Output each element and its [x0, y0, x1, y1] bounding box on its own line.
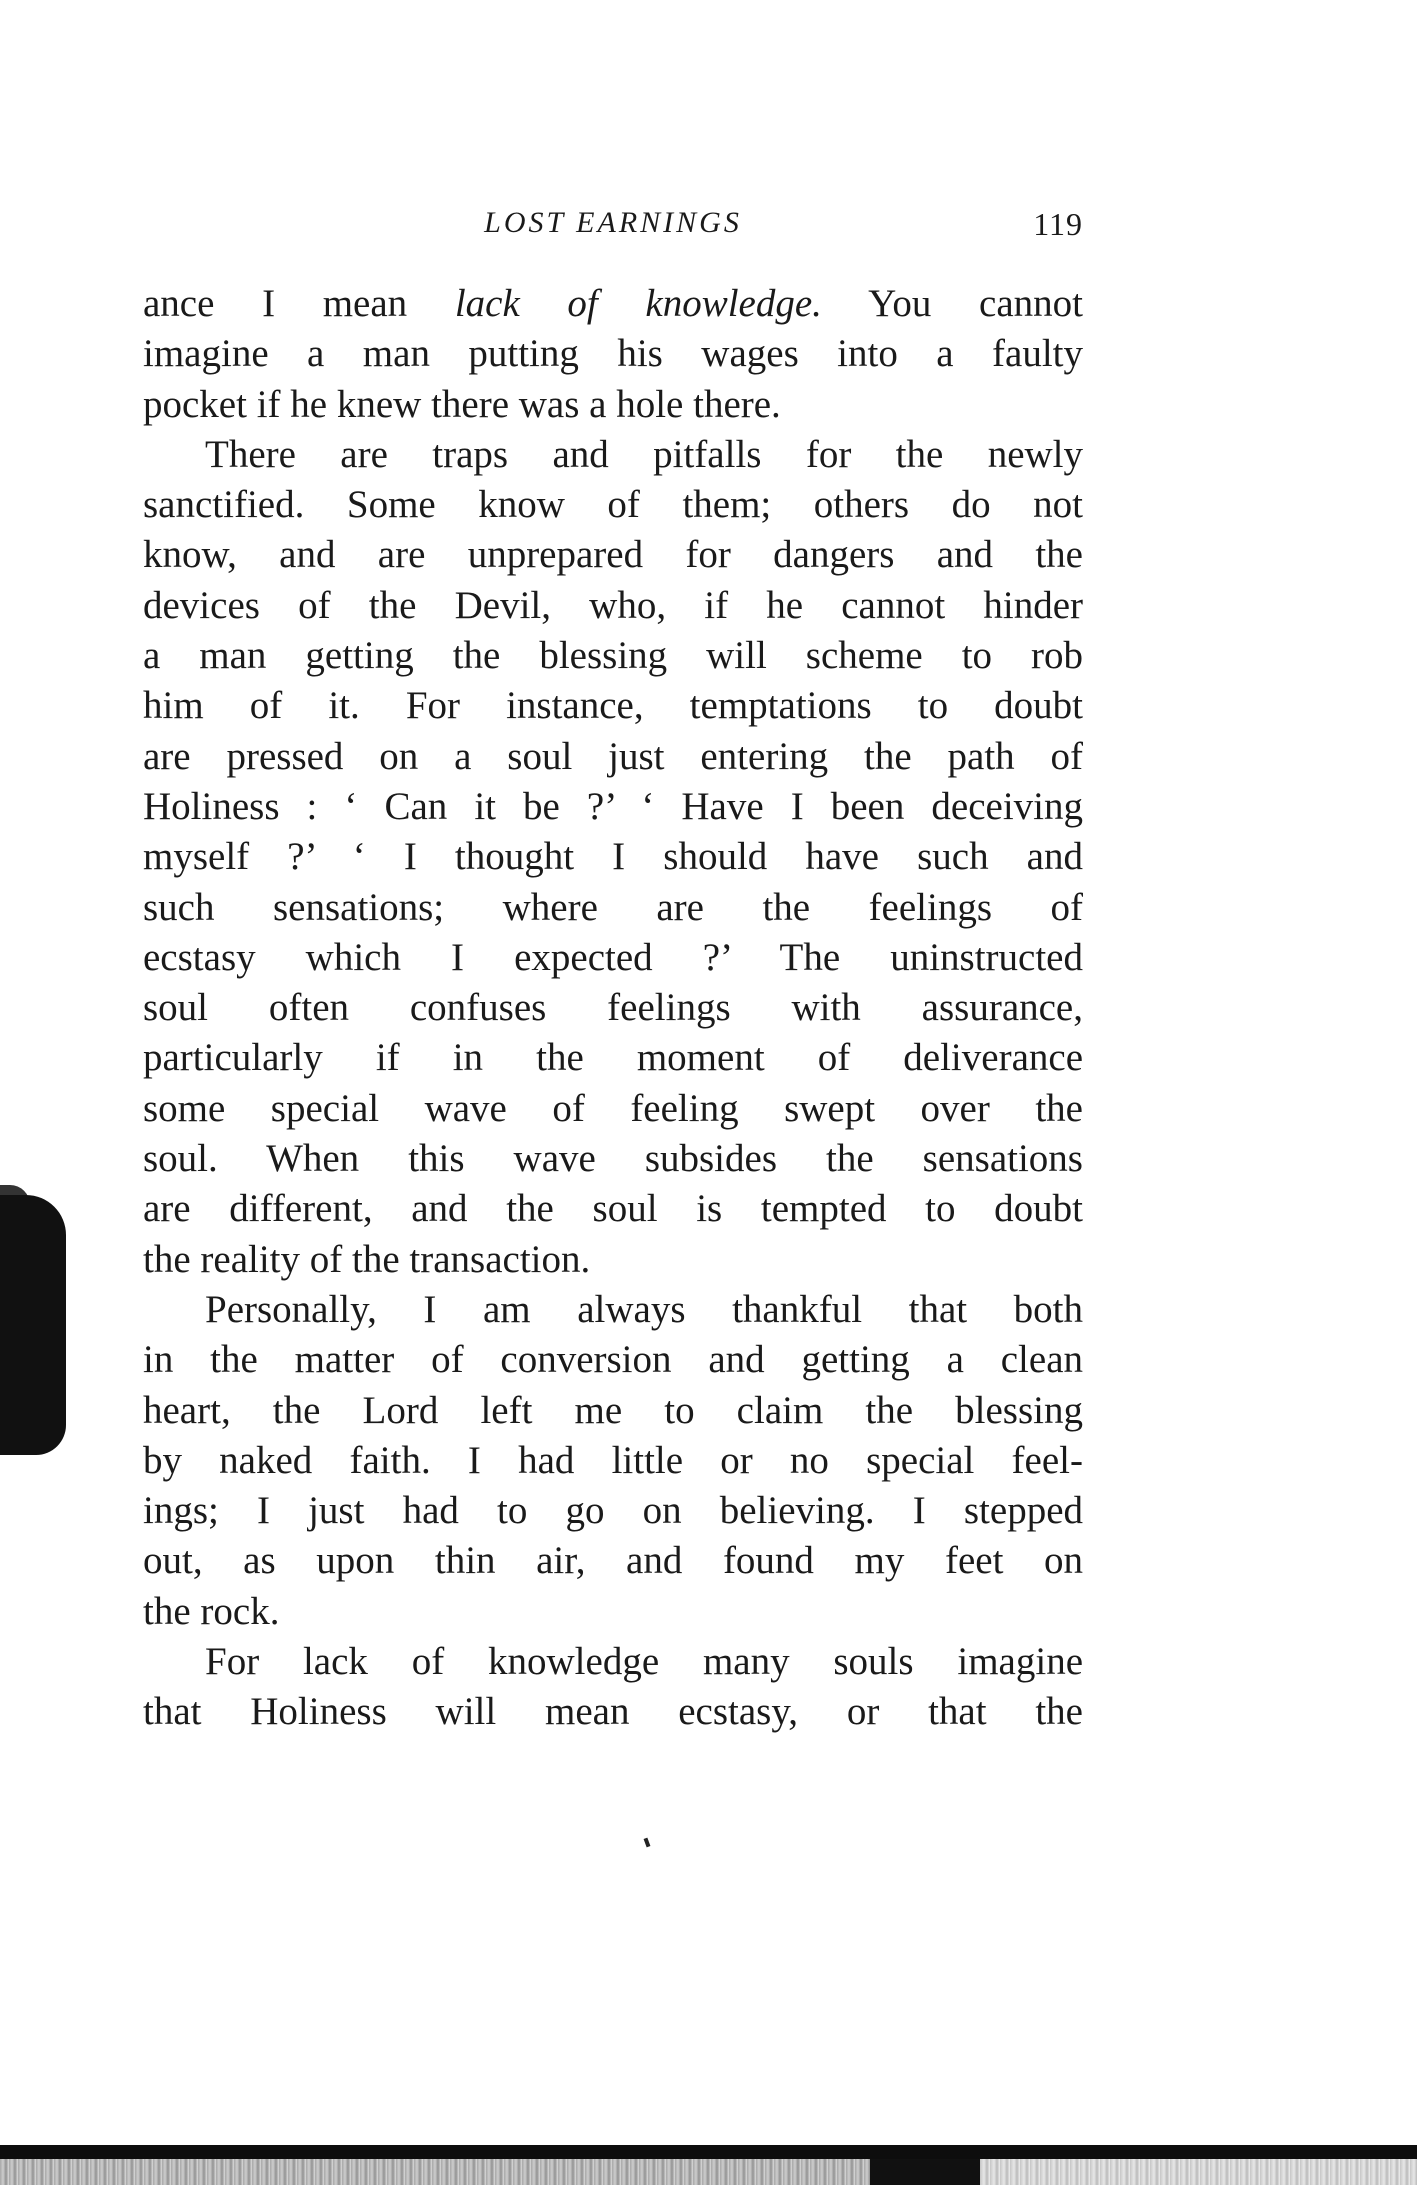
- text-run: myself ?’ ‘ I thought I should have such and: [143, 835, 1083, 879]
- text-line: [143, 782, 1083, 832]
- text-run: You cannot: [821, 282, 1083, 325]
- text-run: pocket if he knew there was a hole there.: [143, 382, 781, 426]
- text-run: ings; I just had to go on believing. I stepped: [143, 1489, 1083, 1533]
- text-run: imagine a man putting his wages into a faulty: [143, 332, 1083, 376]
- text-run: by naked faith. I had little or no special feel-: [143, 1438, 1083, 1482]
- text-run: out, as upon thin air, and found my feet on: [143, 1539, 1083, 1583]
- text-line: [143, 832, 1083, 882]
- paragraph: [143, 1637, 1083, 1738]
- text-line: [143, 1084, 1083, 1134]
- page-number: 119: [1033, 206, 1083, 242]
- text-run: a man getting the blessing will scheme to rob: [143, 634, 1083, 678]
- text-line: [143, 1637, 1083, 1687]
- text-line: [143, 1536, 1083, 1586]
- text-run: soul. When this wave subsides the sensations: [143, 1137, 1083, 1181]
- scan-artifact: [644, 1838, 651, 1848]
- scan-edge: [0, 2159, 870, 2185]
- text-run: particularly if in the moment of deliverance: [143, 1036, 1083, 1080]
- text-line: [143, 983, 1083, 1033]
- text-line: [143, 681, 1083, 731]
- text-line: [143, 1436, 1083, 1486]
- text-line: [143, 380, 1083, 430]
- text-line: [143, 1235, 1083, 1285]
- body-text: [143, 279, 1083, 1738]
- text-run: are different, and the soul is tempted to doubt: [143, 1187, 1083, 1231]
- text-run: Personally, I am always thankful that both: [205, 1287, 1083, 1331]
- text-line: [143, 1386, 1083, 1436]
- text-line: [143, 581, 1083, 631]
- text-line: [143, 1184, 1083, 1234]
- scan-edge: [980, 2159, 1417, 2185]
- paragraph: [143, 279, 1083, 430]
- text-run: the reality of the transaction.: [143, 1237, 591, 1281]
- text-run: ecstasy which I expected ?’ The uninstructed: [143, 935, 1083, 979]
- scan-edge: [0, 2145, 1417, 2159]
- text-line: [143, 933, 1083, 983]
- text-line: [143, 530, 1083, 580]
- text-run: There are traps and pitfalls for the newly: [205, 432, 1083, 476]
- text-line: [143, 279, 1083, 329]
- text-run: Holiness : ‘ Can it be ?’ ‘ Have I been deceiving: [143, 784, 1083, 828]
- text-line: [143, 883, 1083, 933]
- paragraph: [143, 430, 1083, 1285]
- running-head: [143, 202, 1083, 252]
- paragraph: [143, 1285, 1083, 1637]
- text-line: [143, 1486, 1083, 1536]
- text-run: such sensations; where are the feelings of: [143, 885, 1083, 929]
- text-run: are pressed on a soul just entering the path of: [143, 734, 1083, 778]
- text-line: [143, 1285, 1083, 1335]
- running-title: LOST EARNINGS: [484, 206, 742, 239]
- text-run: know, and are unprepared for dangers and the: [143, 533, 1083, 577]
- text-line: [143, 732, 1083, 782]
- text-run: heart, the Lord left me to claim the blessing: [143, 1388, 1083, 1432]
- text-run: him of it. For instance, temptations to doubt: [143, 684, 1083, 728]
- text-line: [143, 480, 1083, 530]
- text-run: ance I mean: [143, 282, 455, 325]
- text-run: the rock.: [143, 1589, 280, 1633]
- text-run: devices of the Devil, who, if he cannot hinder: [143, 583, 1083, 627]
- text-line: [143, 1134, 1083, 1184]
- text-line: [143, 329, 1083, 379]
- scan-artifact: [0, 1195, 66, 1455]
- text-line: [143, 1033, 1083, 1083]
- text-run: soul often confuses feelings with assurance,: [143, 986, 1083, 1030]
- italic-text: lack of knowledge.: [454, 282, 822, 325]
- scan-edge: [870, 2159, 980, 2185]
- text-line: [143, 1587, 1083, 1637]
- text-run: that Holiness will mean ecstasy, or that the: [143, 1690, 1083, 1734]
- text-run: in the matter of conversion and getting a clean: [143, 1338, 1083, 1382]
- text-run: some special wave of feeling swept over the: [143, 1086, 1083, 1130]
- text-line: [143, 631, 1083, 681]
- text-run: sanctified. Some know of them; others do not: [143, 483, 1083, 527]
- text-line: [143, 1687, 1083, 1737]
- text-line: [143, 1335, 1083, 1385]
- text-run: For lack of knowledge many souls imagine: [205, 1640, 1083, 1684]
- text-line: [143, 430, 1083, 480]
